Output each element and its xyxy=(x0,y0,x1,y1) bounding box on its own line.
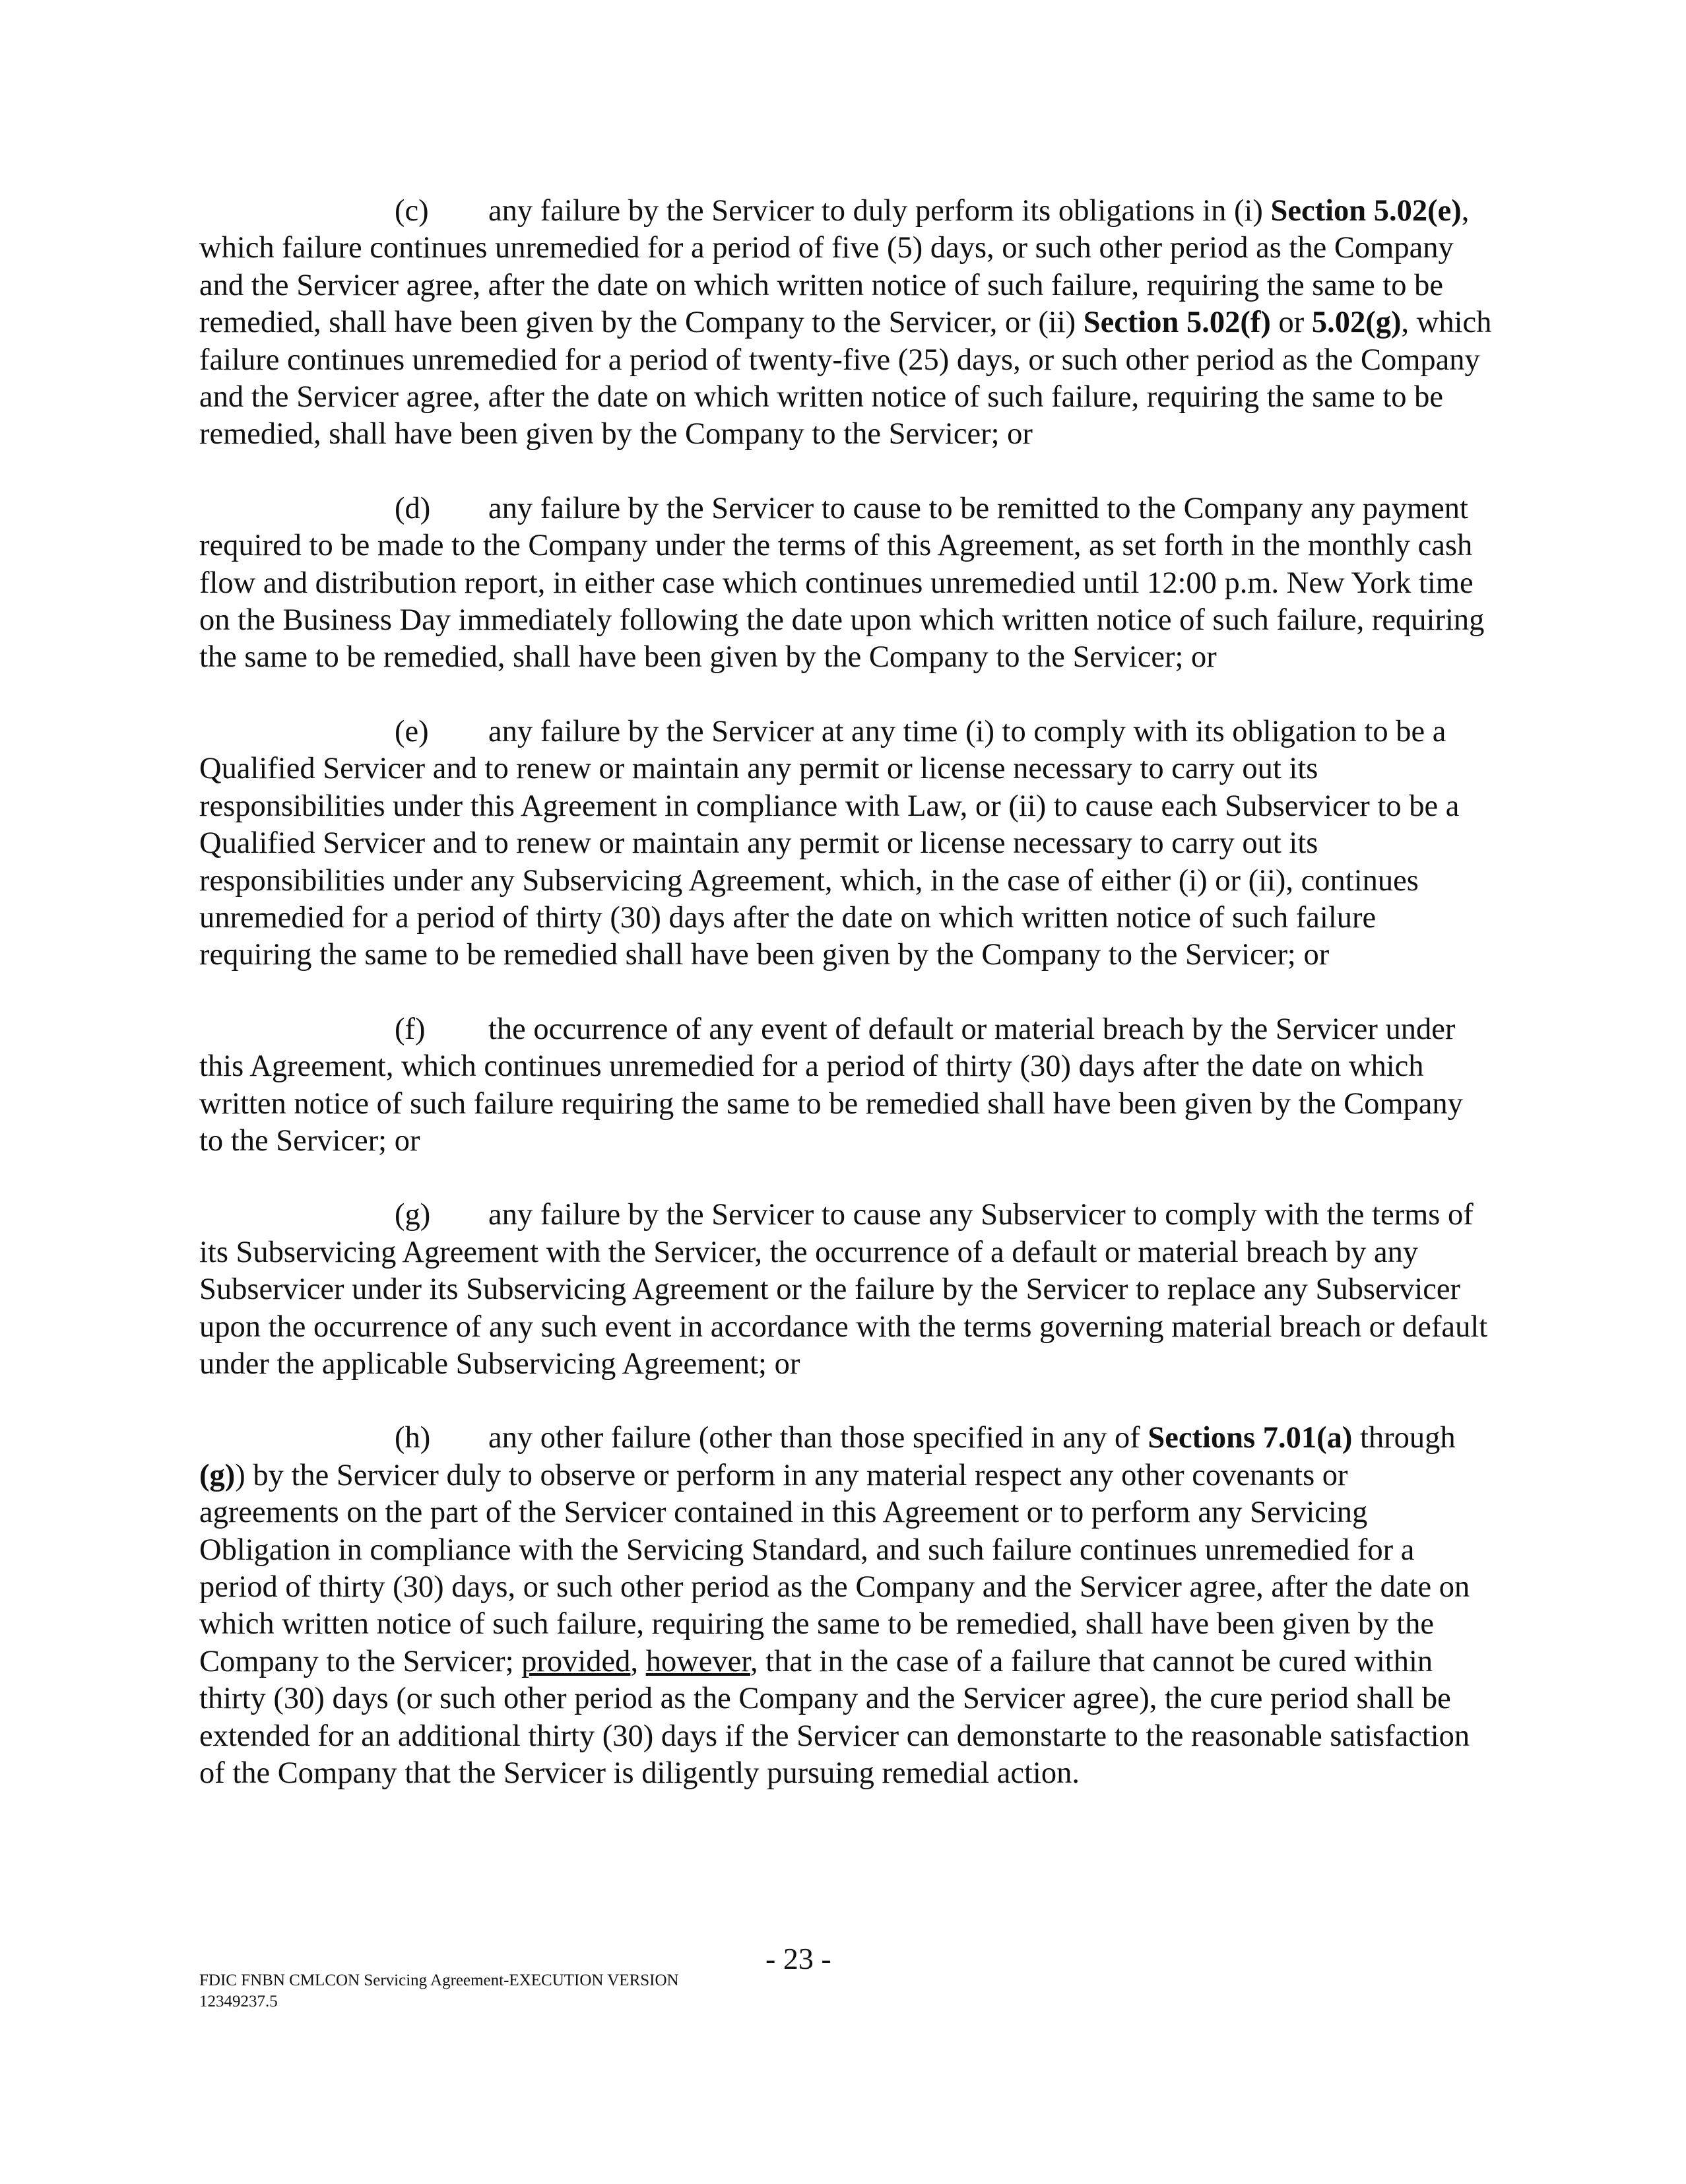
document-body xyxy=(199,193,1493,1829)
section-reference: (g) xyxy=(199,1458,236,1492)
document-footer xyxy=(199,1970,679,2012)
paragraph-text: any failure by the Servicer to duly perform its obligations in (i) xyxy=(488,194,1271,228)
paragraph-text: any failure by the Servicer to cause to be remitted to the Company any payment required to be made to the Company under the terms of this Agreement, as set forth in the monthly cash flow and distribution report, in either case which continues unremedied until 12:00 p.m. New York time on the Business Day immediately following the date upon which written notice of such failure, requiring the same to be remedied, shall have been given by the Company to the Servicer; or xyxy=(199,491,1485,675)
paragraph-text: any failure by the Servicer to cause any Subservicer to comply with the terms of its Subservicing Agreement with the Servicer, the occurrence of a default or material breach by any Subservicer under its Subservicing Agreement or the failure by the Servicer to replace any Subservicer upon the occurrence of any such event in accordance with the terms governing material breach or default under the applicable Subservicing Agreement; or xyxy=(199,1198,1488,1381)
section-reference: Sections 7.01(a) xyxy=(1148,1421,1353,1455)
paragraph-label: (d) xyxy=(395,491,431,525)
underlined-term: however xyxy=(645,1644,750,1678)
paragraph-text: , which failure continues unremedied for a period of twenty-five (25) days, or such other period as the Company and the Servicer agree, after the date on which written notice of such failure, requiring the same to be remedied, shall have been given by the Company to the Servicer; or xyxy=(199,306,1492,451)
paragraph-f xyxy=(199,1011,1493,1160)
paragraph-label: (g) xyxy=(395,1198,431,1232)
paragraph-label: (h) xyxy=(395,1421,431,1455)
paragraph-text: the occurrence of any event of default or material breach by the Servicer under this Agreement, which continues unremedied for a period of thirty (30) days after the date on which written notice of such failure requiring the same to be remedied shall have been given by the Company to the Servicer; or xyxy=(199,1012,1463,1158)
paragraph-text: ) by the Servicer duly to observe or perform in any material respect any other covenants or agreements on the part of the Servicer contained in this Agreement or to perform any Servicing Obligation in compliance with the Servicing Standard, and such failure continues unremedied for a period of thirty (30) days, or such other period as the Company and the Servicer agree, after the date on which written notice of such failure, requiring the same to be remedied, shall have been given by the Company to the Servicer; xyxy=(199,1458,1470,1678)
paragraph-label: (f) xyxy=(395,1012,426,1046)
paragraph-text: or xyxy=(1270,306,1312,340)
paragraph-text: , that in the case of a failure that cannot be cured within thirty (30) days (or such other period as the Company and the Servicer agree), the cure period shall be extended for an additional thirty (30) days if the Servicer can demonstarte to the reasonable satisfaction of the Company that the Servicer is diligently pursuing remedial action. xyxy=(199,1644,1470,1791)
paragraph-label: (e) xyxy=(395,714,429,748)
paragraph-label: (c) xyxy=(395,194,429,228)
paragraph-text: any other failure (other than those specified in any of xyxy=(488,1421,1148,1455)
paragraph-h xyxy=(199,1420,1493,1792)
paragraph-text: through xyxy=(1352,1421,1456,1455)
section-reference: Section 5.02(e) xyxy=(1270,194,1462,228)
footer-document-id: 12349237.5 xyxy=(199,1993,278,2010)
page-number: - 23 - xyxy=(765,1942,831,1975)
paragraph-c xyxy=(199,193,1493,453)
footer-document-title: FDIC FNBN CMLCON Servicing Agreement-EXECUTION VERSION xyxy=(199,1971,679,1989)
paragraph-text: , which failure continues unremedied for a period of five (5) days, or such other period as the Company and the Servicer agree, after the date on which written notice of such failure, requiring the same to be remedied, shall have been given by the Company to the Servicer, or (ii) xyxy=(199,194,1470,340)
paragraph-g xyxy=(199,1197,1493,1383)
paragraph-d xyxy=(199,490,1493,677)
paragraph-text: any failure by the Servicer at any time (i) to comply with its obligation to be a Qualified Servicer and to renew or maintain any permit or license necessary to carry out its responsibilities under this Agreement in compliance with Law, or (ii) to cause each Subservicer to be a Qualified Servicer and to renew or maintain any permit or license necessary to carry out its responsibilities under any Subservicing Agreement, which, in the case of either (i) or (ii), continues unremedied for a period of thirty (30) days after the date on which written notice of such failure requiring the same to be remedied shall have been given by the Company to the Servicer; or xyxy=(199,714,1460,972)
section-reference: 5.02(g) xyxy=(1311,306,1402,340)
underlined-term: provided xyxy=(521,1644,631,1678)
paragraph-e xyxy=(199,713,1493,974)
section-reference: Section 5.02(f) xyxy=(1083,306,1271,340)
paragraph-text: , xyxy=(630,1644,646,1678)
